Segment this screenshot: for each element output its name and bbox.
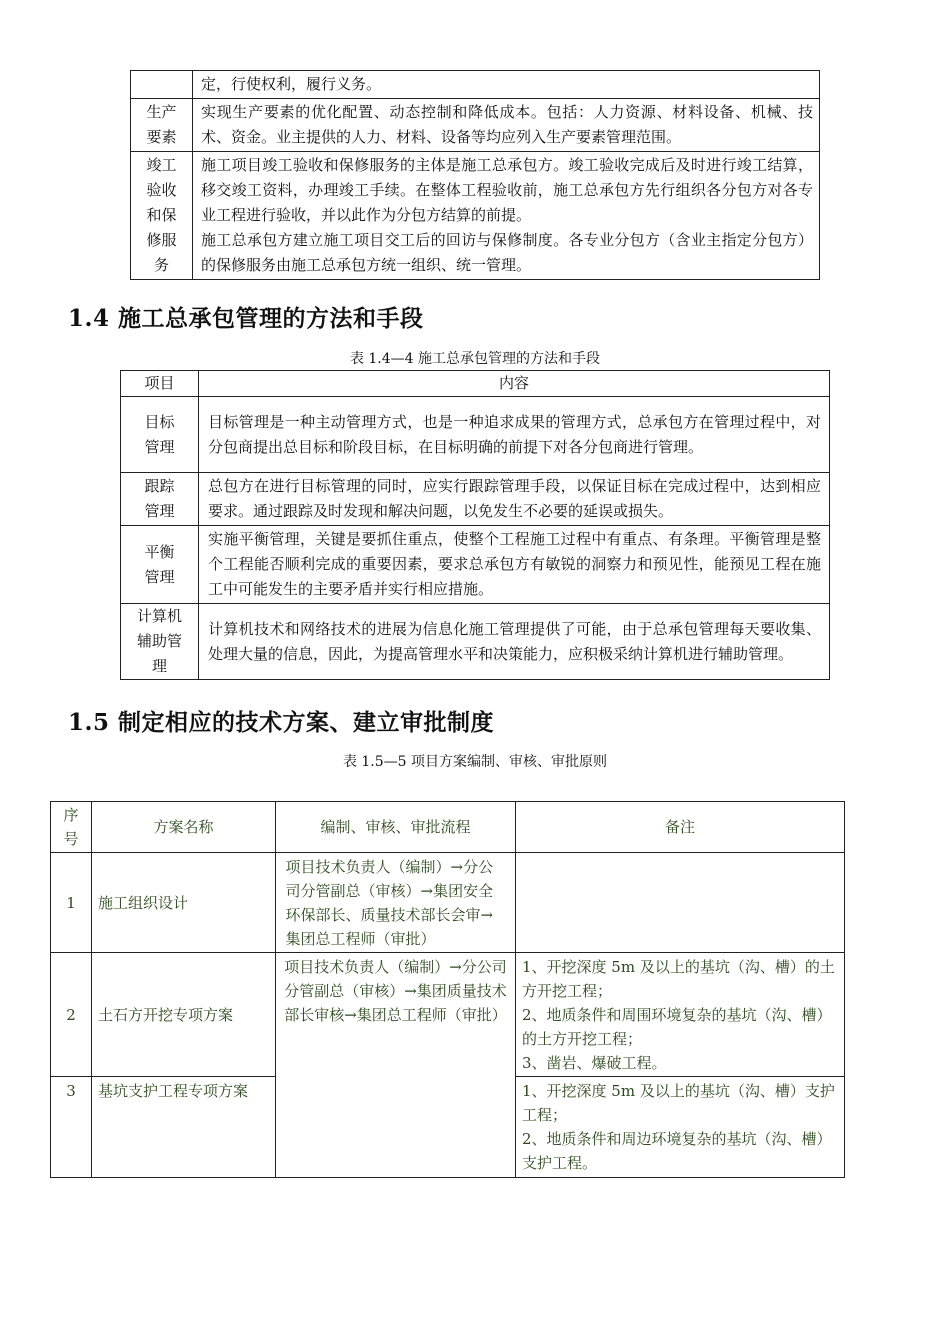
row-label-text: 目标管理 bbox=[144, 412, 175, 456]
row-number: 3 bbox=[51, 1077, 92, 1178]
table-caption: 表 1.4—4 施工总承包管理的方法和手段 bbox=[349, 351, 601, 367]
header-cell: 编制、审核、审批流程 bbox=[276, 802, 516, 853]
table-row bbox=[121, 473, 830, 526]
note-cell bbox=[516, 1077, 845, 1178]
table-row bbox=[121, 397, 830, 473]
row-label bbox=[121, 526, 199, 604]
plan-name: 施工组织设计 bbox=[92, 853, 276, 953]
table-row bbox=[131, 71, 820, 99]
row-label-text: 平衡管理 bbox=[144, 542, 175, 586]
row-label-text: 跟踪管理 bbox=[144, 477, 175, 520]
row-text: 实现生产要素的优化配置、动态控制和降低成本。包括：人力资源、材料设备、机械、技术、资金。业主提供的人力、材料、设备等均应列入生产要素管理范围。 bbox=[193, 99, 820, 152]
row-text: 总包方在进行目标管理的同时，应实行跟踪管理手段，以保证目标在完成过程中，达到相应要求。通过跟踪及时发现和解决问题，以免发生不必要的延误或损失。 bbox=[199, 473, 830, 526]
paragraph: 施工总承包方建立施工项目交工后的回访与保修制度。各专业分包方（含业主指定分包方）的保修服务由施工总承包方统一组织、统一管理。 bbox=[201, 231, 813, 274]
row-label bbox=[131, 152, 193, 280]
approval-flow-text: 项目技术负责人（编制）→分公司分管副总（审核）→集团安全环保部长、质量技术部长会审→集团总工程师（审批） bbox=[285, 857, 494, 948]
table-row bbox=[121, 526, 830, 604]
header-cell: 内容 bbox=[199, 371, 830, 397]
row-text: 目标管理是一种主动管理方式，也是一种追求成果的管理方式，总承包方在管理过程中，对分包商提出总目标和阶段目标，在目标明确的前提下对各分包商进行管理。 bbox=[199, 397, 830, 473]
table-row bbox=[51, 853, 845, 953]
row-text bbox=[193, 152, 820, 280]
approval-flow bbox=[276, 953, 516, 1178]
row-text: 计算机技术和网络技术的进展为信息化施工管理提供了可能，由于总承包管理每天要收集、处理大量的信息，因此，为提高管理水平和决策能力，应积极采纳计算机进行辅助管理。 bbox=[199, 604, 830, 680]
row-label-text: 生产要素 bbox=[146, 103, 177, 146]
plan-name: 基坑支护工程专项方案 bbox=[92, 1077, 276, 1178]
header-cell: 方案名称 bbox=[92, 802, 276, 853]
note-item: 2、地质条件和周边环境复杂的基坑（沟、槽）支护工程。 bbox=[522, 1130, 832, 1172]
header-no: 序号 bbox=[63, 806, 79, 848]
note-cell bbox=[516, 853, 845, 953]
approval-flow bbox=[276, 853, 516, 953]
header-cell: 备注 bbox=[516, 802, 845, 853]
note-item: 1、开挖深度 5m 及以上的基坑（沟、槽）的土方开挖工程； bbox=[522, 957, 835, 1000]
table-row bbox=[121, 604, 830, 680]
table-management-content bbox=[130, 70, 820, 280]
plan-name: 土石方开挖专项方案 bbox=[92, 953, 276, 1077]
header-cell bbox=[51, 802, 92, 853]
table-methods bbox=[120, 370, 830, 680]
row-number: 2 bbox=[51, 953, 92, 1077]
note-item: 2、地质条件和周围环境复杂的基坑（沟、槽）的土方开挖工程； bbox=[522, 1005, 832, 1048]
table-row bbox=[131, 99, 820, 152]
row-label bbox=[121, 604, 199, 680]
row-text: 实施平衡管理，关键是要抓住重点，使整个工程施工过程中有重点、有条理。平衡管理是整个工程能否顺利完成的重要因素，要求总承包方有敏锐的洞察力和预见性，能预见工程在施工中可能发生的主要矛盾并实行相应措施。 bbox=[199, 526, 830, 604]
row-label-text: 竣工验收和保修服务 bbox=[146, 156, 177, 274]
table-plans bbox=[50, 801, 845, 1178]
section-heading: 1.4 施工总承包管理的方法和手段 bbox=[68, 305, 424, 332]
note-cell bbox=[516, 953, 845, 1077]
row-text: 定，行使权利，履行义务。 bbox=[193, 71, 820, 99]
row-label bbox=[131, 99, 193, 152]
header-cell: 项目 bbox=[121, 371, 199, 397]
paragraph: 施工项目竣工验收和保修服务的主体是施工总承包方。竣工验收完成后及时进行竣工结算，移交竣工资料，办理竣工手续。在整体工程验收前，施工总承包方先行组织各分包方对各专业工程进行验收，并以此作为分包方结算的前提。 bbox=[201, 156, 813, 224]
row-number: 1 bbox=[51, 853, 92, 953]
table-row bbox=[51, 953, 845, 1077]
table-header-row bbox=[51, 802, 845, 853]
table-header-row bbox=[121, 371, 830, 397]
table-row bbox=[131, 152, 820, 280]
note-item: 1、开挖深度 5m 及以上的基坑（沟、槽）支护工程； bbox=[522, 1082, 835, 1124]
row-label-text: 计算机辅助管理 bbox=[136, 607, 182, 675]
approval-flow-text: 项目技术负责人（编制）→分公司分管副总（审核）→集团质量技术部长审核→集团总工程师（审批） bbox=[284, 958, 507, 1024]
note-item: 3、凿岩、爆破工程。 bbox=[522, 1053, 667, 1072]
row-label bbox=[121, 397, 199, 473]
table-caption: 表 1.5—5 项目方案编制、审核、审批原则 bbox=[342, 754, 608, 770]
section-heading: 1.5 制定相应的技术方案、建立审批制度 bbox=[68, 709, 495, 736]
row-label bbox=[121, 473, 199, 526]
row-label bbox=[131, 71, 193, 99]
